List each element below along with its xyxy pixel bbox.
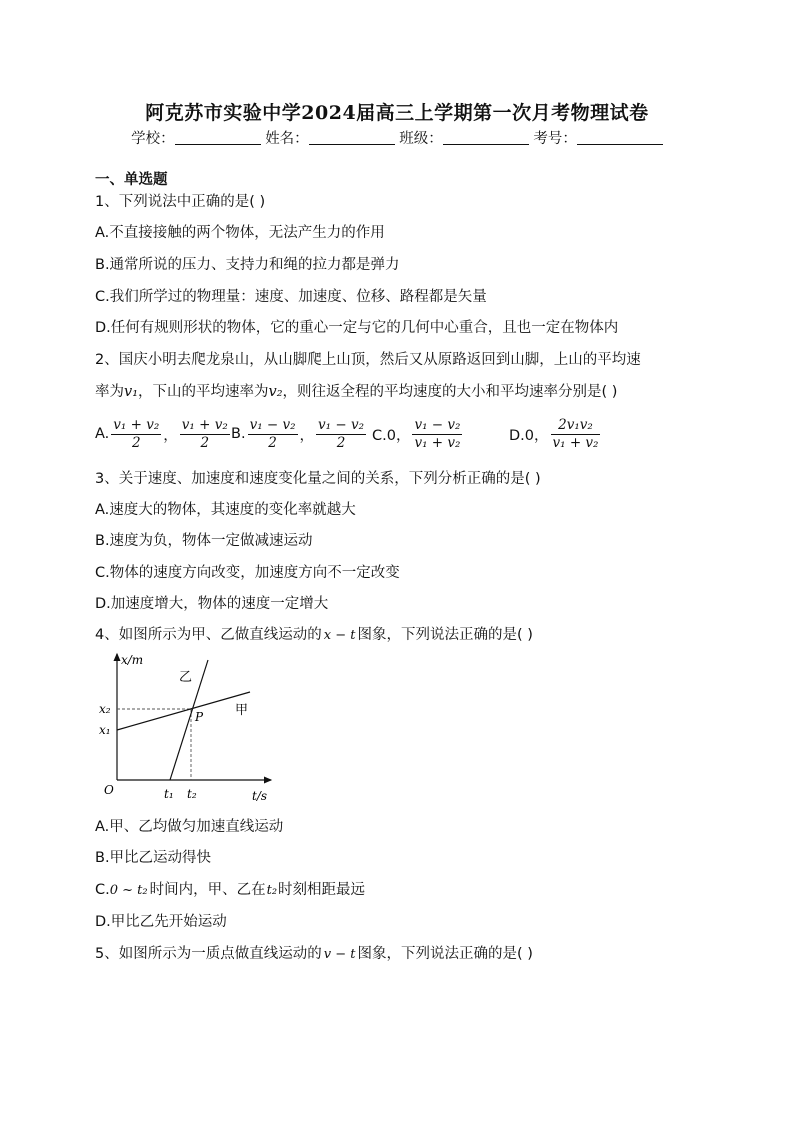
q1-stem: 1、下列说法中正确的是( ) <box>95 194 266 210</box>
line-jia <box>117 692 250 730</box>
origin-label: O <box>104 783 114 797</box>
school-blank[interactable] <box>175 130 261 145</box>
name-blank[interactable] <box>309 130 395 145</box>
q2-v1: v₁ <box>124 384 139 400</box>
q1-option-a: A.不直接接触的两个物体，无法产生力的作用 <box>95 225 385 241</box>
x2-label: x₂ <box>99 702 111 716</box>
q5-stem: 5、如图所示为一质点做直线运动的 v − t 图象，下列说法正确的是( ) <box>95 946 533 962</box>
q2-option-c: C.0， $\frac{\text{v₁ − v₂}}{\text{v₁ + v₂}}$ <box>372 416 461 451</box>
q3-option-c: C.物体的速度方向改变，加速度方向不一定改变 <box>95 565 400 581</box>
q4-option-c: C.0 ~ t₂ 时间内，甲、乙在t₂时刻相距最远 <box>95 882 366 898</box>
q2-stem-line1: 2、国庆小明去爬龙泉山，从山脚爬上山顶，然后又从原路返回到山脚，上山的平均速 <box>95 352 641 368</box>
q1-option-c: C.我们所学过的物理量：速度、加速度、位移、路程都是矢量 <box>95 289 487 305</box>
q2-c-frac: $\frac{\text{v₁ − v₂}}{\text{v₁ + v₂}}$ <box>414 416 461 451</box>
q4-stem-math: x − t <box>323 628 356 643</box>
point-p-label: P <box>195 710 204 724</box>
exam-title: 阿克苏市实验中学2024届高三上学期第一次月考物理试卷 <box>145 102 649 124</box>
school-label: 学校： <box>131 131 175 147</box>
q4-xt-graph <box>95 648 285 806</box>
class-label: 班级： <box>399 131 443 147</box>
q2-stem-line2: 率为v₁，下山的平均速率为v₂，则往返全程的平均速度的大小和平均速率分别是( ) <box>95 384 618 400</box>
x1-label: x₁ <box>99 723 111 737</box>
exam-no-label: 考号： <box>533 131 577 147</box>
student-info-row <box>0 127 794 148</box>
class-blank[interactable] <box>443 130 529 145</box>
q2-option-a: A. $\frac{\text{v₁ + v₂}}{2}$ ， $\frac{\text{v₁ + v₂}}{2}$ <box>95 416 228 451</box>
q4-c-math2: t₂ <box>266 883 278 898</box>
q2-option-b: B. $\frac{\text{v₁ − v₂}}{2}$ ， $\frac{\text{v₁ − v₂}}{2}$ <box>231 416 365 451</box>
q2-a-frac2: $\frac{\text{v₁ + v₂}}{2}$ <box>181 416 228 451</box>
q2-d-frac: $\frac{\text{2v₁v₂}}{\text{v₁ + v₂}}$ <box>552 416 599 451</box>
q2-a-frac1: $\frac{\text{v₁ + v₂}}{2}$ <box>113 416 160 451</box>
name-label: 姓名： <box>265 131 309 147</box>
t2-label: t₂ <box>187 787 197 801</box>
q3-option-b: B.速度为负，物体一定做减速运动 <box>95 533 313 549</box>
q4-option-d: D.甲比乙先开始运动 <box>95 914 227 930</box>
q4-stem: 4、如图所示为甲、乙做直线运动的 x − t 图象，下列说法正确的是( ) <box>95 627 533 643</box>
q2-b-frac1: $\frac{\text{v₁ − v₂}}{2}$ <box>249 416 296 451</box>
q2-options <box>95 414 715 454</box>
q3-option-d: D.加速度增大，物体的速度一定增大 <box>95 596 329 612</box>
q1-option-d: D.任何有规则形状的物体，它的重心一定与它的几何中心重合，且也一定在物体内 <box>95 320 619 336</box>
exam-no-blank[interactable] <box>577 130 663 145</box>
q4-option-b: B.甲比乙运动得快 <box>95 850 212 866</box>
yi-label: 乙 <box>179 670 193 685</box>
q3-stem: 3、关于速度、加速度和速度变化量之间的关系，下列分析正确的是( ) <box>95 471 541 487</box>
t1-label: t₁ <box>164 787 174 801</box>
q1-option-b: B.通常所说的压力、支持力和绳的拉力都是弹力 <box>95 257 400 273</box>
q4-c-math: 0 ~ t₂ <box>109 883 148 898</box>
q3-option-a: A.速度大的物体，其速度的变化率就越大 <box>95 502 356 518</box>
q4-option-a: A.甲、乙均做匀加速直线运动 <box>95 819 284 835</box>
section-title: 一、单选题 <box>95 172 168 188</box>
q2-option-d: D.0， $\frac{\text{2v₁v₂}}{\text{v₁ + v₂}}$ <box>509 416 599 451</box>
q2-v2: v₂ <box>268 384 283 400</box>
q5-stem-math: v − t <box>323 947 356 962</box>
y-axis-label: x/m <box>121 653 144 667</box>
jia-label: 甲 <box>235 703 249 718</box>
q2-b-frac2: $\frac{\text{v₁ − v₂}}{2}$ <box>318 416 365 451</box>
x-axis-label: t/s <box>252 789 268 803</box>
